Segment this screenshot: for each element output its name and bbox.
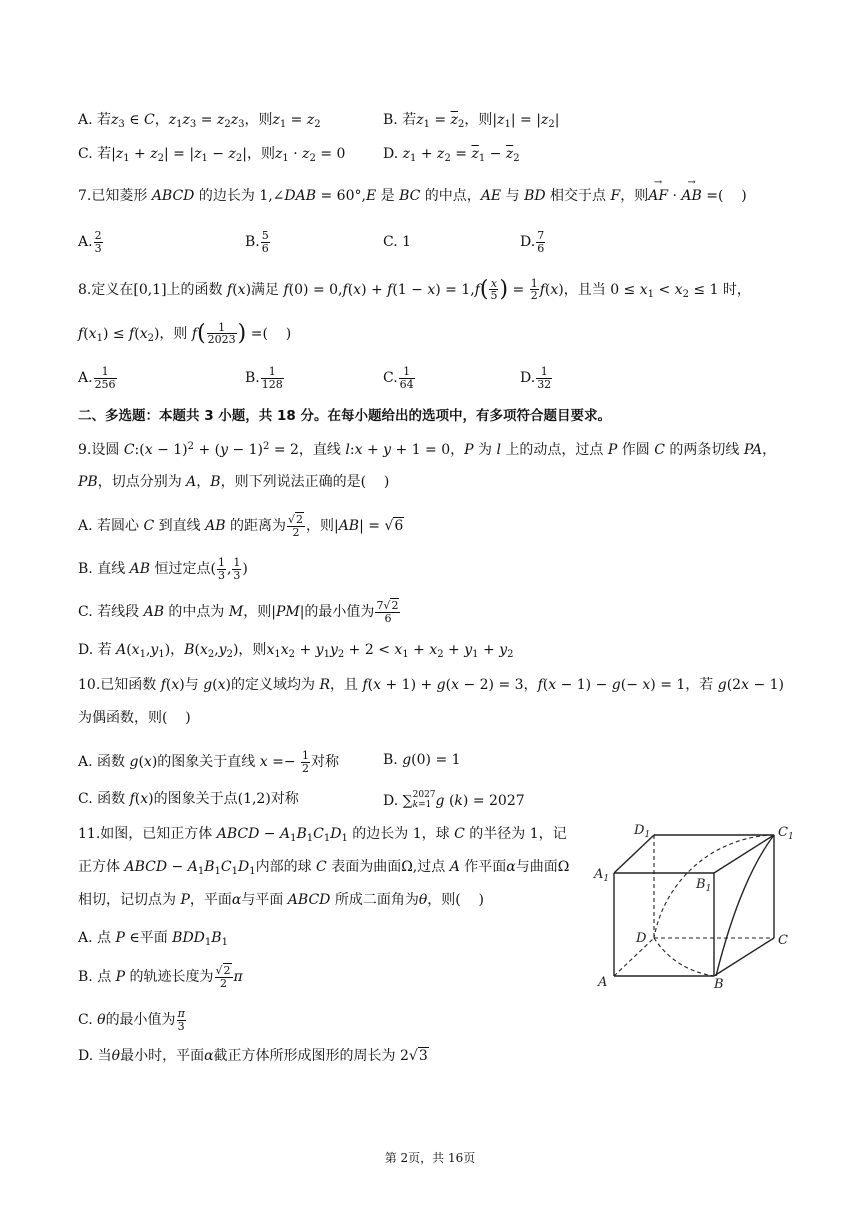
- q10-option-d: D. ∑ 2027 k=1 g (k) = 2027: [383, 790, 525, 810]
- q6-option-b: B. 若$z_1 = \overline{z}_2$，则$|z_1| = |z_2|$: [383, 112, 560, 130]
- q7-option-a-label: A.: [78, 234, 93, 251]
- q6-option-a: A. 若$z_3$ ∈ C，$z_1z_3 = z_2z_3$，则$z_1 = z_2$: [78, 112, 321, 130]
- q7-number: 7.: [78, 188, 92, 204]
- q11-cube-figure: [590, 820, 794, 992]
- q7-option-d-fraction: [536, 230, 545, 254]
- q7-option-a: [78, 230, 104, 254]
- q11-stem-line1: 11.如图，已知正方体 ABCD − $A_1B_1C_1D_1$ 的边长为 1，球 C 的半径为 1，记: [78, 826, 567, 844]
- q10-number: 10.: [78, 677, 101, 693]
- q11-option-b: B. 点 P 的轨迹长度为 $\frac{√2}{2}$ π: [78, 964, 243, 990]
- q8-d-den: 32: [537, 377, 552, 391]
- q6-option-d: D. $z_1 + z_2 = \overline{z}_1 - \overline{z}_2$: [383, 146, 520, 164]
- q11-option-c: C. θ的最小值为 $\frac{\pi}{3}$: [78, 1007, 185, 1033]
- q9-stem-line1: 9.设圆 C:(x − $1)^2 + (y - 1)^2 = 2$，直线 l:x + y + 1 = 0，P 为 l 上的动点，过点 P 作圆 C 的两条切线 PA，: [78, 441, 777, 458]
- q7-stem: 7.已知菱形 ABCD 的边长为 1,∠DAB = 60°,E 是 BC 的中点，AE 与 BD 相交于点 F，则→ AF · → AB =( ): [78, 188, 747, 206]
- q9-option-d: D. 若 $A(x_1,y_1)$，$B(x_2,y_2)$，则$x_1x_2 + y_1y_2 + 2 < x_1 + x_2 + y_1 + y_2$: [78, 642, 514, 660]
- q9-number: 9.: [78, 442, 92, 458]
- q9-option-c: C. 若线段 AB 的中点为 M，则|PM|的最小值为 $\frac{7√2}{6}$: [78, 599, 399, 625]
- q10-option-c: C. 函数 f(x)的图象关于点(1,2)对称: [78, 791, 299, 807]
- q7-d-num: 7: [537, 229, 545, 242]
- q8-option-b-label: B.: [245, 370, 260, 387]
- label-a: A: [598, 975, 608, 990]
- q11-number: 11.: [78, 826, 101, 842]
- q6-option-c-label: C.: [78, 146, 93, 162]
- q7-option-b: [245, 230, 271, 254]
- q11-stem-line3: 相切，记切点为 P，平面α与平面 ABCD 所成二面角为θ，则( ): [78, 892, 485, 908]
- q8-c-num: 1: [399, 366, 415, 379]
- label-c: C: [778, 933, 788, 948]
- q6-option-a-label: A.: [78, 112, 93, 128]
- q11-stem-line2: 正方体 ABCD − $A_1B_1C_1D_1$内部的球 C 表面为曲面Ω,过点 A 作平面α与曲面Ω: [78, 859, 570, 877]
- q7-d-den: 6: [537, 241, 545, 255]
- q8-option-d: [520, 366, 553, 390]
- q6-option-d-label: D.: [383, 146, 399, 162]
- q10-stem-line2: 为偶函数，则( ): [78, 710, 191, 726]
- q7-option-d-label: D.: [520, 234, 536, 251]
- q7-option-c: [383, 234, 411, 252]
- q7-option-b-fraction: [261, 230, 270, 254]
- label-d: D: [636, 931, 647, 946]
- q7-option-b-label: B.: [245, 234, 260, 251]
- q6-option-b-label: B.: [383, 112, 398, 128]
- q8-stem-line1: 8.定义在[0,1]上的函数 f(x)满足 f(0) = 0,f(x) + f(1 − x) = 1,f( $\frac{x}{5}$ ) = $\frac{1}{2}$ f(x)，且当 $0 \le x_1 < x_2 \le 1$ 时，: [78, 276, 751, 303]
- label-b1: $B_1$: [696, 877, 712, 894]
- q8-b-den: 128: [261, 377, 283, 391]
- q8-c-den: 64: [399, 377, 414, 391]
- q8-d-num: 1: [536, 366, 552, 379]
- q7-b-den: 6: [261, 241, 269, 255]
- q7-option-c-label: C.: [383, 234, 398, 250]
- q8-option-d-label: D.: [520, 370, 536, 387]
- q8-option-a: [78, 366, 118, 390]
- q10-option-a: A. 函数 g(x)的图象关于直线 x =− $\frac{1}{2}$ 对称: [78, 749, 340, 775]
- q10-stem-line1: 10.已知函数 f(x)与 g(x)的定义域均为 R，且 f(x + 1) + g(x − 2) = 3，f(x − 1) − g(− x) = 1，若 g(2x − 1): [78, 677, 784, 693]
- q9-stem-line2: PB，切点分别为 A，B，则下列说法正确的是( ): [78, 474, 390, 490]
- page-footer: 第 2页，共 16页: [384, 1151, 476, 1165]
- label-b: B: [714, 977, 724, 992]
- q8-number: 8.: [78, 281, 92, 298]
- q6-option-c: C. 若$|z_1 + z_2| = |z_1 - z_2|$，则$z_1 \cdot z_2 = 0$: [78, 146, 346, 164]
- q8-option-c-label: C.: [383, 370, 398, 387]
- q9-option-a: A. 若圆心 C 到直线 AB 的距离为 $\frac{√2}{2}$ ，则|AB| = √6: [78, 513, 404, 539]
- q8-a-num: 1: [94, 366, 117, 379]
- q7-a-den: 3: [94, 241, 102, 255]
- q8-option-a-label: A.: [78, 370, 93, 387]
- q8-option-b: [245, 366, 285, 390]
- arc-d-b: [654, 938, 714, 976]
- label-a1: $A_1$: [594, 867, 610, 884]
- section-2-heading: 二、多选题：本题共 3 小题，共 18 分。在每小题给出的选项中，有多项符合题目要求。: [78, 408, 611, 424]
- q11-option-d: D. 当θ最小时，平面α截正方体所形成图形的周长为 2√3: [78, 1048, 428, 1064]
- q7-option-c-value: 1: [402, 234, 412, 250]
- q7-b-num: 5: [261, 229, 269, 242]
- q11-option-a: A. 点 P ∈平面 $BDD_1B_1$: [78, 930, 228, 948]
- edge-b1-c1: [714, 835, 774, 873]
- edge-b-c: [714, 938, 774, 976]
- q8-b-num: 1: [261, 366, 284, 379]
- curve-c1-b: [716, 835, 774, 976]
- q10-option-b: B. g(0) = 1: [383, 752, 461, 768]
- edge-a1-d1: [614, 835, 654, 873]
- label-d1: $D_1$: [634, 823, 651, 840]
- q8-a-den: 256: [94, 377, 116, 391]
- q8-option-c: [383, 366, 416, 390]
- q7-a-num: 2: [94, 229, 102, 242]
- q8-stem-line2: $f(x_1) \le f(x_2)$，则 f( $\frac{1}{2023}$ ) =( ): [78, 320, 292, 347]
- q7-option-a-fraction: [94, 230, 103, 254]
- q7-option-d: [520, 230, 546, 254]
- label-c1: $C_1$: [778, 825, 794, 842]
- q9-option-b: B. 直线 AB 恒过定点( $\frac{1}{3}$ , $\frac{1}{3}$ ): [78, 556, 248, 582]
- edge-a-d: [614, 938, 654, 976]
